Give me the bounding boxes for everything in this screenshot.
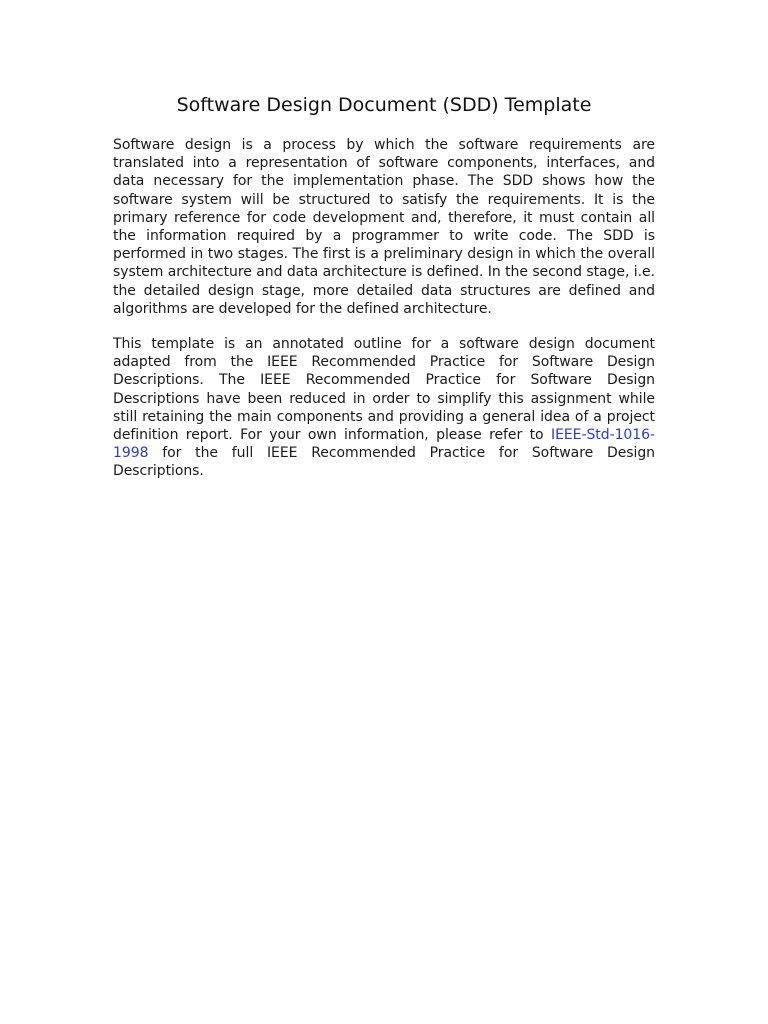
- document-page: [113, 92, 655, 498]
- document-title: Software Design Document (SDD) Template: [176, 94, 592, 116]
- intro-paragraph: Software design is a process by which the software requirements are translated into a representation of software components, interfaces, and data necessary for the implementation phase. The SDD shows how the software system will be structured to satisfy the requirements. It is the primary reference for code development and, therefore, it must contain all the information required by a programmer to write code. The SDD is performed in two stages. The first is a preliminary design in which the overall system architecture and data architecture is defined. In the second stage, i.e. the detailed design stage, more detailed data structures are defined and algorithms are developed for the defined architecture.: [113, 137, 655, 317]
- template-paragraph: [113, 335, 655, 481]
- template-paragraph-text-end: for the full IEEE Recommended Practice for Software Design Descriptions.: [113, 445, 655, 480]
- ieee-std-link[interactable]: IEEE-Std-1016-1998: [113, 427, 655, 462]
- template-paragraph-text-start: This template is an annotated outline for a software design document adapted from the IEEE Recommended Practice for Software Design Descriptions. The IEEE Recommended Practice for Software Design Descriptions have been reduced in order to simplify this assignment while still retaining the main components and providing a general idea of a project definition report. For your own information, please refer to: [113, 336, 655, 444]
